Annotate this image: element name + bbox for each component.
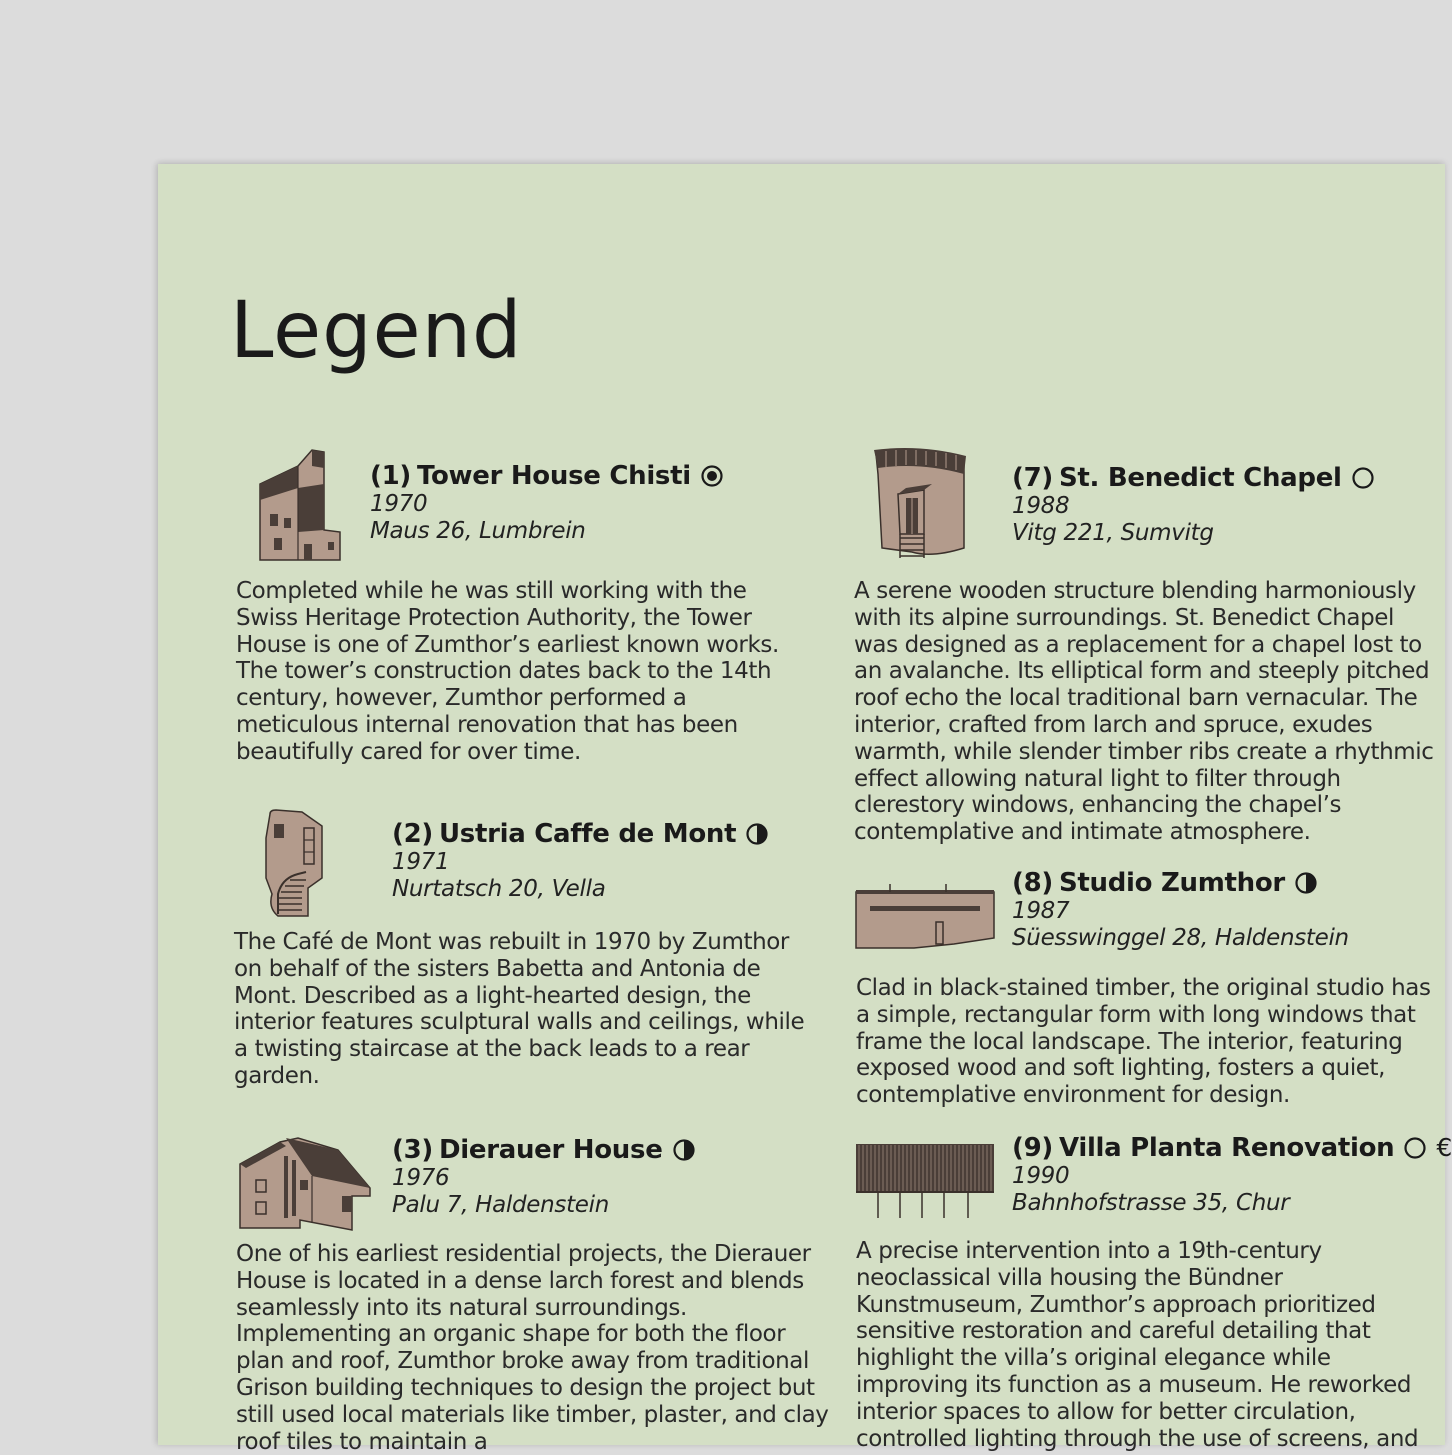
tower-house-illustration <box>254 448 344 562</box>
entry-number: (7) <box>1012 463 1053 493</box>
entry-number: (8) <box>1012 868 1053 898</box>
entry-title <box>1012 1133 1452 1163</box>
entry-name: Studio Zumthor <box>1058 868 1285 898</box>
half-circle-icon <box>673 1139 695 1161</box>
entry-address: Bahnhofstrasse 35, Chur <box>1012 1190 1290 1216</box>
entry-title <box>370 461 723 491</box>
entry-number: (9) <box>1012 1133 1053 1163</box>
entry-description: The Café de Mont was rebuilt in 1970 by Zumthor on behalf of the sisters Babetta and Antonia de Mont. Described as a light-hearted design, the interior features sculptural walls and ceilings, while a twisting staircase at the back leads to a rear garden. <box>234 929 805 1089</box>
target-circle-icon <box>701 465 723 487</box>
entry-name: Ustria Caffe de Mont <box>438 819 737 849</box>
entry-description: A precise intervention into a 19th-century neoclassical villa housing the Bündner Kunstmuseum, Zumthor’s approach prioritized sensitive restoration and careful detailing that highlight the villa’s original elegance while improving its function as a museum. He reworked interior spaces to allow for better circulation, controlled lighting through the use of screens, and <box>856 1238 1419 1452</box>
entry-name: Tower House Chisti <box>416 461 691 491</box>
entry-title <box>1012 868 1349 898</box>
villa-planta-illustration <box>854 1142 996 1220</box>
entry-name: Villa Planta Renovation <box>1058 1133 1395 1163</box>
open-circle-icon <box>1404 1137 1426 1159</box>
entry-description: Completed while he was still working with the Swiss Heritage Protection Authority, the Tower House is one of Zumthor’s earliest known works. The tower’s construction dates back to the 14th century, however, Zumthor performed a meticulous internal renovation that has been beautifully cared for over time. <box>236 578 779 765</box>
entry-address: Vitg 221, Sumvitg <box>1012 520 1214 546</box>
entry-year: 1990 <box>1012 1163 1070 1189</box>
half-circle-icon <box>1295 872 1317 894</box>
page-title: Legend <box>230 286 523 376</box>
entry-title <box>1012 463 1374 493</box>
caffe-de-mont-illustration <box>262 808 326 918</box>
entry-address: Süesswinggel 28, Haldenstein <box>1012 925 1349 951</box>
entry-year: 1987 <box>1012 898 1070 924</box>
entry-description: Clad in black-stained timber, the original studio has a simple, rectangular form with long windows that frame the local landscape. The interior, featuring exposed wood and soft lighting, fosters a quiet, contemplative environment for design. <box>856 975 1431 1109</box>
entry-address: Nurtatsch 20, Vella <box>392 876 606 902</box>
entry-address: Palu 7, Haldenstein <box>392 1192 610 1218</box>
studio-zumthor-illustration <box>854 882 996 952</box>
entry-number: (3) <box>392 1135 433 1165</box>
entry-year: 1988 <box>1012 493 1070 519</box>
dierauer-house-illustration <box>238 1136 372 1232</box>
entry-address: Maus 26, Lumbrein <box>370 518 586 544</box>
half-circle-icon <box>746 823 768 845</box>
open-circle-icon <box>1352 467 1374 489</box>
legend-sheet <box>158 164 1452 1455</box>
entry-description: A serene wooden structure blending harmoniously with its alpine surroundings. St. Benedict Chapel was designed as a replacement for a chapel lost to an avalanche. Its elliptical form and steeply pitched roof echo the local traditional barn vernacular. The interior, crafted from larch and spruce, exudes warmth, while slender timber ribs create a rhythmic effect allowing natural light to filter through clerestory windows, enhancing the chapel’s contemplative and intimate atmosphere. <box>854 578 1434 846</box>
entry-year: 1976 <box>392 1165 450 1191</box>
euro-icon: € <box>1436 1133 1452 1162</box>
entry-name: Dierauer House <box>438 1135 663 1165</box>
entry-year: 1971 <box>392 849 450 875</box>
entry-year: 1970 <box>370 491 428 517</box>
entry-title <box>392 819 768 849</box>
st-benedict-chapel-illustration <box>872 448 968 562</box>
entry-name: St. Benedict Chapel <box>1058 463 1342 493</box>
entry-title <box>392 1135 695 1165</box>
entry-number: (2) <box>392 819 433 849</box>
entry-number: (1) <box>370 461 411 491</box>
entry-description: One of his earliest residential projects, the Dierauer House is located in a dense larch forest and blends seamlessly into its natural surroundings. Implementing an organic shape for both the floor plan and roof, Zumthor broke away from traditional Grison building techniques to design the project but still used local materials like timber, plaster, and clay roof tiles to maintain a <box>236 1241 829 1455</box>
